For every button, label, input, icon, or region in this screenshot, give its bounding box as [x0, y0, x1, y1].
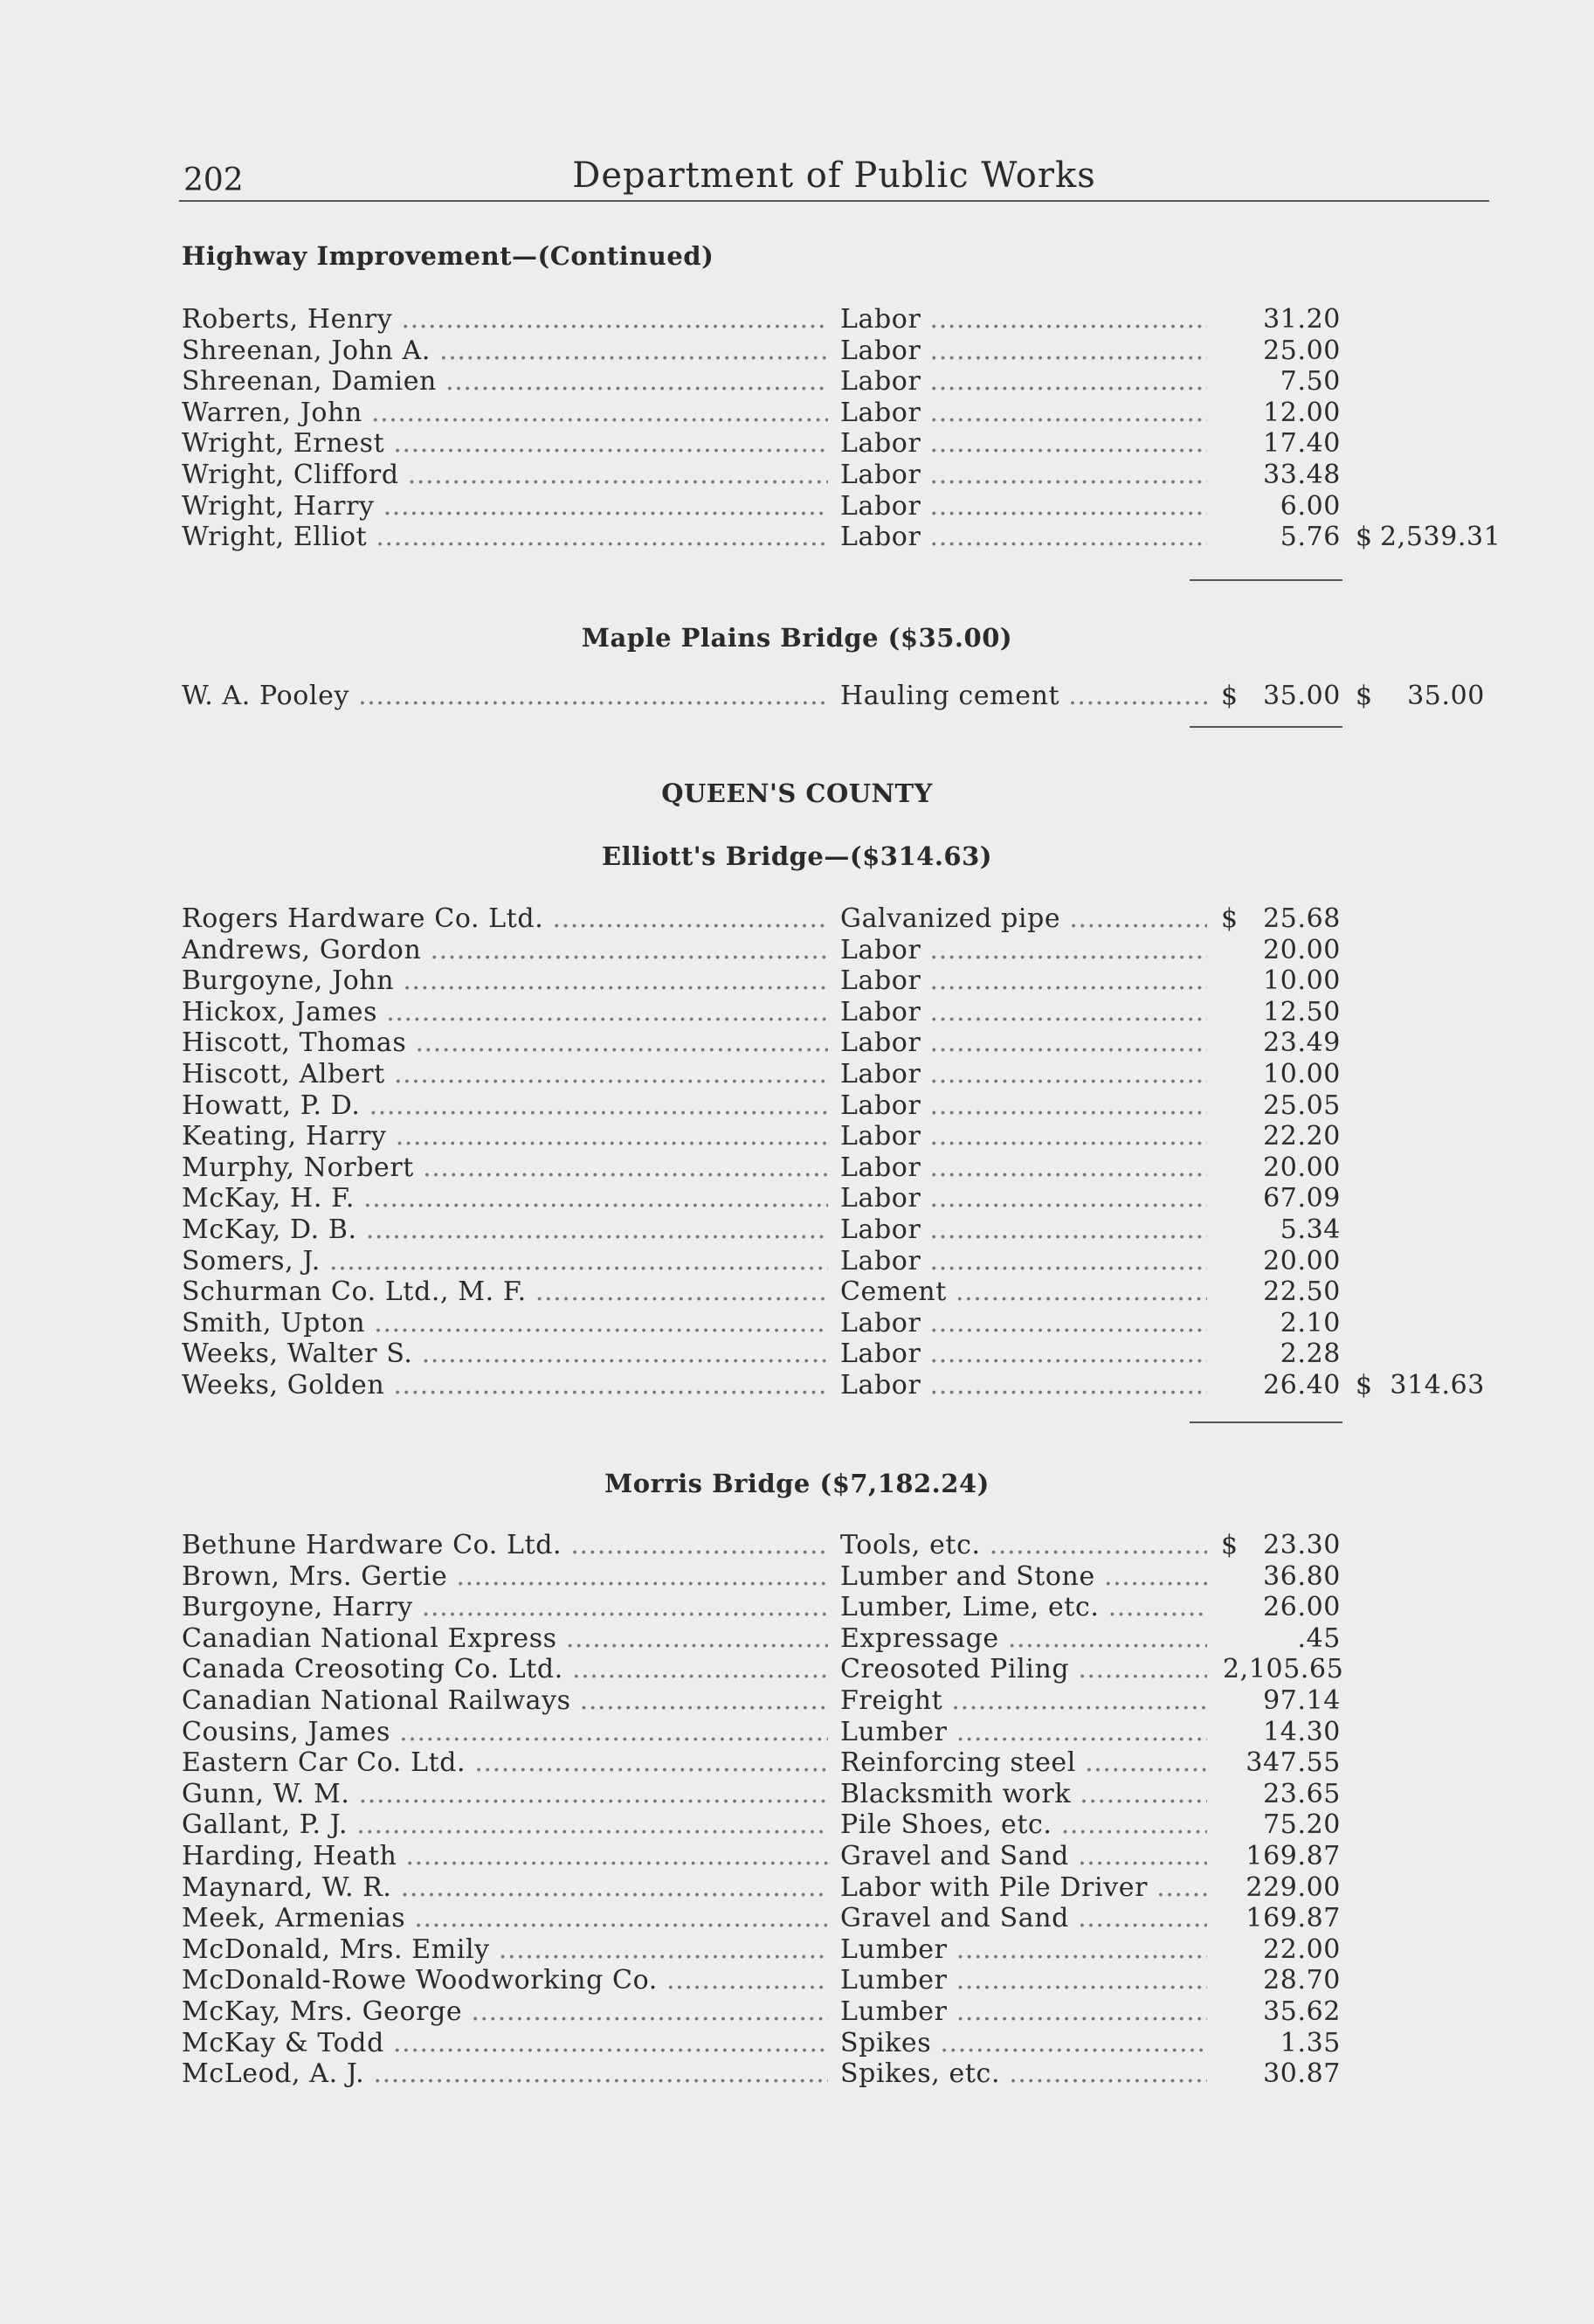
item-amount: 6.00: [1280, 490, 1341, 522]
item-amount: 23.30: [1263, 1530, 1341, 1560]
payee-name: Shreenan, John A. .....: [182, 335, 828, 367]
item-amount: 2.10: [1280, 1307, 1341, 1338]
item-amount: 5.76: [1280, 522, 1341, 553]
ledger-row: [0, 1561, 1594, 1593]
item-description: Lumber .....: [840, 1717, 1207, 1748]
item-amount: 26.00: [1263, 1592, 1341, 1623]
item-amount: 10.00: [1263, 965, 1341, 997]
ledger-morris-bridge: [0, 1530, 1594, 2090]
payee-name: McDonald-Rowe Woodworking Co. .....: [182, 1965, 828, 1996]
ledger-row: [0, 1717, 1594, 1748]
ledger-row: [0, 1090, 1594, 1122]
payee-name: Smith, Upton .....: [182, 1308, 828, 1339]
payee-name: Hiscott, Albert .....: [182, 1059, 828, 1090]
ledger-row: [0, 491, 1594, 522]
payee-name: Harding, Heath .....: [182, 1841, 828, 1872]
item-amount: 12.50: [1263, 996, 1341, 1027]
item-description: Spikes, etc. .....: [840, 2058, 1207, 2090]
currency-symbol: $: [1221, 903, 1239, 934]
currency-symbol: $: [1356, 1369, 1373, 1401]
item-description: Labor .....: [840, 1152, 1207, 1184]
item-description: Labor .....: [840, 491, 1207, 522]
item-amount: 35.00: [1263, 681, 1341, 711]
payee-name: McKay, D. B. .....: [182, 1214, 828, 1246]
ledger-row: [0, 2058, 1594, 2090]
ledger-row: [0, 1338, 1594, 1370]
item-amount: .45: [1297, 1622, 1341, 1654]
section-title-morris-bridge: Morris Bridge ($7,182.24): [604, 1469, 990, 1498]
item-amount: 7.50: [1280, 366, 1341, 398]
item-description: Expressage .....: [840, 1623, 1207, 1655]
ledger-highway-improvement: [0, 304, 1594, 553]
payee-name: Andrews, Gordon .....: [182, 935, 828, 966]
payee-name: Murphy, Norbert .....: [182, 1152, 828, 1184]
item-description: Labor .....: [840, 935, 1207, 966]
item-description: Labor .....: [840, 965, 1207, 997]
ledger-row: [0, 903, 1594, 935]
payee-name: McKay, H. F. .....: [182, 1183, 828, 1214]
ledger-row: [0, 1152, 1594, 1184]
section-total: 35.00: [1407, 681, 1485, 711]
payee-name: Gallant, P. J. .....: [182, 1809, 828, 1841]
item-description: Labor .....: [840, 1183, 1207, 1214]
item-amount: 1.35: [1280, 2027, 1341, 2058]
page-header: [179, 156, 1489, 201]
item-description: Tools, etc. .....: [840, 1530, 1207, 1561]
payee-name: Warren, John .....: [182, 398, 828, 429]
page-number: 202: [183, 163, 244, 198]
ledger-maple-plains-bridge: [0, 681, 1594, 712]
item-amount: 169.87: [1246, 1840, 1341, 1871]
item-description: Hauling cement .....: [840, 681, 1207, 712]
currency-symbol: $: [1356, 522, 1373, 553]
item-description: Lumber and Stone .....: [840, 1561, 1207, 1593]
item-description: Labor .....: [840, 1308, 1207, 1339]
ledger-row: [0, 1370, 1594, 1401]
ledger-row: [0, 1965, 1594, 1996]
ledger-row: [0, 1654, 1594, 1685]
ledger-row: [0, 1214, 1594, 1246]
item-description: Reinforcing steel .....: [840, 1747, 1207, 1779]
item-amount: 2.28: [1280, 1338, 1341, 1370]
item-description: Labor .....: [840, 428, 1207, 460]
payee-name: Wright, Clifford .....: [182, 460, 828, 491]
payee-name: McLeod, A. J. .....: [182, 2058, 828, 2090]
item-description: Labor .....: [840, 366, 1207, 398]
ledger-row: [0, 1841, 1594, 1872]
item-description: Gravel and Sand .....: [840, 1903, 1207, 1934]
item-description: Labor .....: [840, 1246, 1207, 1277]
item-amount: 67.09: [1263, 1183, 1341, 1214]
payee-name: Cousins, James .....: [182, 1717, 828, 1748]
ledger-row: [0, 460, 1594, 491]
ledger-row: [0, 1809, 1594, 1841]
payee-name: Wright, Harry .....: [182, 491, 828, 522]
item-description: Labor .....: [840, 1090, 1207, 1122]
ledger-row: [0, 1903, 1594, 1934]
payee-name: Shreenan, Damien .....: [182, 366, 828, 398]
ledger-row: [0, 1623, 1594, 1655]
ledger-row: [0, 1059, 1594, 1090]
payee-name: McKay & Todd .....: [182, 2028, 828, 2059]
currency-symbol: $: [1221, 1530, 1239, 1560]
county-heading: QUEEN'S COUNTY: [661, 778, 933, 808]
payee-name: Canadian National Railways .....: [182, 1685, 828, 1717]
ledger-row: [0, 1530, 1594, 1561]
item-amount: 25.68: [1263, 903, 1341, 934]
item-description: Lumber, Lime, etc. .....: [840, 1592, 1207, 1623]
item-amount: 35.62: [1263, 1995, 1341, 2027]
item-description: Labor .....: [840, 304, 1207, 335]
payee-name: Wright, Ernest .....: [182, 428, 828, 460]
item-description: Labor .....: [840, 522, 1207, 553]
payee-name: Weeks, Walter S. .....: [182, 1338, 828, 1370]
item-description: Labor with Pile Driver .....: [840, 1872, 1207, 1904]
item-description: Cement .....: [840, 1276, 1207, 1308]
ledger-elliotts-bridge: [0, 903, 1594, 1401]
ledger-row: [0, 1747, 1594, 1779]
item-amount: 75.20: [1263, 1809, 1341, 1841]
item-description: Blacksmith work .....: [840, 1779, 1207, 1810]
ledger-row: [0, 965, 1594, 997]
currency-symbol: $: [1356, 681, 1373, 711]
ledger-row: [0, 522, 1594, 553]
item-amount: 26.40: [1263, 1369, 1341, 1401]
item-amount: 22.50: [1263, 1276, 1341, 1308]
payee-name: Canada Creosoting Co. Ltd. .....: [182, 1654, 828, 1685]
item-amount: 97.14: [1263, 1684, 1341, 1716]
item-description: Spikes .....: [840, 2028, 1207, 2059]
payee-name: McKay, Mrs. George .....: [182, 1996, 828, 2028]
item-amount: 25.05: [1263, 1089, 1341, 1121]
item-amount: 347.55: [1246, 1747, 1341, 1779]
payee-name: Maynard, W. R. .....: [182, 1872, 828, 1904]
item-description: Freight .....: [840, 1685, 1207, 1717]
item-amount: 36.80: [1263, 1560, 1341, 1592]
page-title: Department of Public Works: [572, 156, 1096, 196]
item-description: Lumber .....: [840, 1934, 1207, 1966]
item-amount: 31.20: [1263, 304, 1341, 335]
ledger-row: [0, 398, 1594, 429]
payee-name: Howatt, P. D. .....: [182, 1090, 828, 1122]
ledger-row: [0, 1996, 1594, 2028]
item-description: Lumber .....: [840, 1996, 1207, 2028]
payee-name: Canadian National Express .....: [182, 1623, 828, 1655]
ledger-row: [0, 1121, 1594, 1152]
item-description: Labor .....: [840, 1214, 1207, 1246]
item-amount: 229.00: [1246, 1871, 1341, 1903]
sum-rule: [1190, 1421, 1342, 1423]
item-description: Labor .....: [840, 1370, 1207, 1401]
item-amount: 25.00: [1263, 335, 1341, 366]
payee-name: Somers, J. .....: [182, 1246, 828, 1277]
payee-name: Brown, Mrs. Gertie .....: [182, 1561, 828, 1593]
payee-name: Roberts, Henry .....: [182, 304, 828, 335]
item-description: Labor .....: [840, 1121, 1207, 1152]
item-description: Labor .....: [840, 1059, 1207, 1090]
ledger-row: [0, 997, 1594, 1028]
section-title-maple-plains-bridge: Maple Plains Bridge ($35.00): [581, 623, 1013, 653]
item-description: Labor .....: [840, 1027, 1207, 1059]
item-description: Gravel and Sand .....: [840, 1841, 1207, 1872]
item-amount: 2,105.65: [1223, 1654, 1344, 1685]
item-description: Labor .....: [840, 460, 1207, 491]
payee-name: Meek, Armenias .....: [182, 1903, 828, 1934]
section-total: 314.63: [1390, 1369, 1485, 1401]
item-amount: 28.70: [1263, 1965, 1341, 1996]
item-amount: 5.34: [1280, 1214, 1341, 1245]
payee-name: Keating, Harry .....: [182, 1121, 828, 1152]
item-amount: 33.48: [1263, 459, 1341, 490]
ledger-row: [0, 1183, 1594, 1214]
item-description: Galvanized pipe .....: [840, 903, 1207, 935]
payee-name: Eastern Car Co. Ltd. .....: [182, 1747, 828, 1779]
item-amount: 14.30: [1263, 1716, 1341, 1747]
ledger-row: [0, 1934, 1594, 1966]
payee-name: Wright, Elliot .....: [182, 522, 828, 553]
payee-name: Rogers Hardware Co. Ltd. .....: [182, 903, 828, 935]
ledger-row: [0, 1779, 1594, 1810]
ledger-row: [0, 2028, 1594, 2059]
payee-name: McDonald, Mrs. Emily .....: [182, 1934, 828, 1966]
item-description: Creosoted Piling .....: [840, 1654, 1207, 1685]
payee-name: Bethune Hardware Co. Ltd. .....: [182, 1530, 828, 1561]
item-amount: 17.40: [1263, 428, 1341, 460]
item-description: Pile Shoes, etc. .....: [840, 1809, 1207, 1841]
payee-name: Schurman Co. Ltd., M. F. .....: [182, 1276, 828, 1308]
sum-rule: [1190, 579, 1342, 581]
item-amount: 169.87: [1246, 1903, 1341, 1934]
payee-name: Hiscott, Thomas .....: [182, 1027, 828, 1059]
sum-rule: [1190, 726, 1342, 728]
item-amount: 20.00: [1263, 934, 1341, 965]
section-total: 2,539.31: [1380, 522, 1501, 553]
ledger-row: [0, 935, 1594, 966]
ledger-row: [0, 1592, 1594, 1623]
ledger-row: [0, 1872, 1594, 1904]
ledger-row: [0, 1027, 1594, 1059]
ledger-row: [0, 1685, 1594, 1717]
ledger-row: [0, 1276, 1594, 1308]
item-amount: 30.87: [1263, 2058, 1341, 2090]
ledger-row: [0, 681, 1594, 712]
payee-name: Weeks, Golden .....: [182, 1370, 828, 1401]
section-title-elliotts-bridge: Elliott's Bridge—($314.63): [601, 841, 992, 871]
item-description: Lumber .....: [840, 1965, 1207, 1996]
item-amount: 20.00: [1263, 1245, 1341, 1276]
item-amount: 10.00: [1263, 1058, 1341, 1089]
item-amount: 22.20: [1263, 1121, 1341, 1152]
ledger-row: [0, 366, 1594, 398]
ledger-row: [0, 428, 1594, 460]
ledger-row: [0, 335, 1594, 367]
section-title-highway-improvement: Highway Improvement—(Continued): [182, 241, 714, 271]
ledger-row: [0, 1246, 1594, 1277]
payee-name: Burgoyne, John .....: [182, 965, 828, 997]
payee-name: Hickox, James .....: [182, 997, 828, 1028]
item-amount: 23.49: [1263, 1027, 1341, 1059]
ledger-row: [0, 304, 1594, 335]
item-amount: 12.00: [1263, 397, 1341, 428]
item-description: Labor .....: [840, 997, 1207, 1028]
payee-name: Burgoyne, Harry .....: [182, 1592, 828, 1623]
currency-symbol: $: [1221, 681, 1239, 711]
item-description: Labor .....: [840, 398, 1207, 429]
item-description: Labor .....: [840, 1338, 1207, 1370]
payee-name: W. A. Pooley .....: [182, 681, 828, 712]
ledger-row: [0, 1308, 1594, 1339]
item-description: Labor .....: [840, 335, 1207, 367]
payee-name: Gunn, W. M. .....: [182, 1779, 828, 1810]
header-rule: [179, 200, 1489, 202]
item-amount: 23.65: [1263, 1778, 1341, 1809]
item-amount: 22.00: [1263, 1933, 1341, 1965]
item-amount: 20.00: [1263, 1152, 1341, 1183]
